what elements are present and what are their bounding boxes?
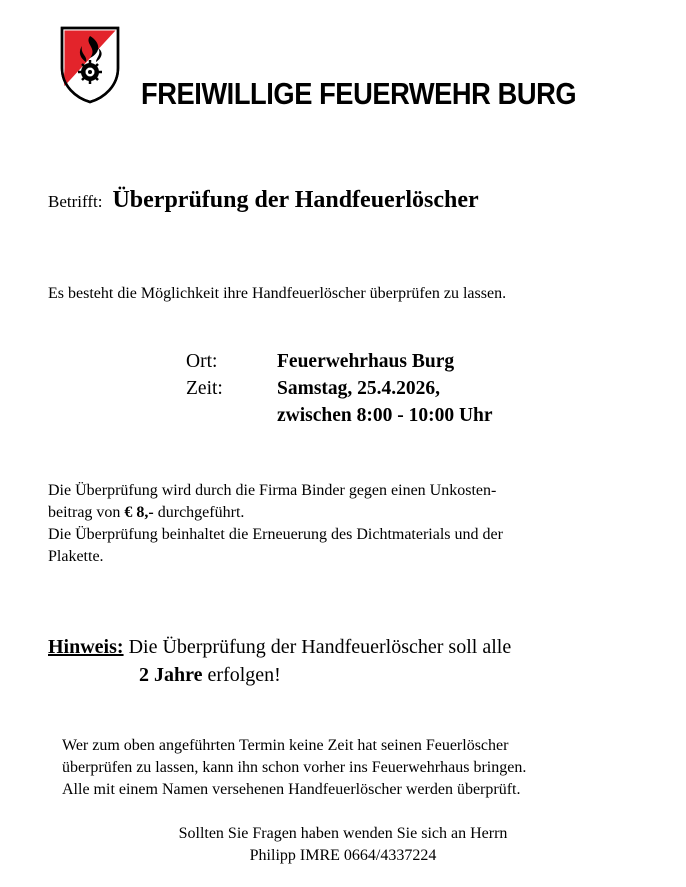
intro-paragraph: Es besteht die Möglichkeit ihre Handfeuerlöscher überprüfen zu lassen. bbox=[48, 285, 507, 302]
early-dropoff-note bbox=[62, 735, 526, 801]
time-row-2 bbox=[186, 402, 493, 429]
location-row bbox=[186, 348, 493, 375]
fire-brigade-emblem-icon bbox=[58, 24, 122, 104]
info-paragraph bbox=[48, 480, 503, 568]
event-details bbox=[186, 348, 493, 429]
notice-line-2: 2 Jahre erfolgen! bbox=[139, 664, 281, 686]
note-line-2: überprüfen zu lassen, kann ihn schon vorher ins Feuerwehrhaus bringen. bbox=[62, 759, 527, 776]
contact-line-2: Philipp IMRE 0664/4337224 bbox=[249, 847, 437, 864]
time-date-value: Samstag, 25.4.2026, bbox=[277, 378, 441, 399]
time-label: Zeit: bbox=[186, 378, 223, 399]
interval-value: 2 Jahre bbox=[139, 664, 203, 686]
time-row bbox=[186, 375, 493, 402]
notice-block bbox=[48, 633, 511, 689]
note-line-1: Wer zum oben angeführten Termin keine Zeit hat seinen Feuerlöscher bbox=[62, 737, 509, 754]
organization-title: FREIWILLIGE FEUERWEHR BURG bbox=[141, 76, 577, 111]
contact-block bbox=[0, 823, 686, 867]
notice-label: Hinweis: bbox=[48, 636, 124, 658]
subject-label: Betrifft: bbox=[48, 192, 103, 211]
info-line-4: Plakette. bbox=[48, 548, 104, 565]
location-label: Ort: bbox=[186, 351, 218, 372]
subject-title: Überprüfung der Handfeuerlöscher bbox=[112, 187, 479, 213]
contact-line-1: Sollten Sie Fragen haben wenden Sie sich an Herrn bbox=[178, 825, 508, 842]
fee-amount: € 8,- bbox=[124, 504, 154, 521]
note-line-3: Alle mit einem Namen versehenen Handfeuerlöscher werden überprüft. bbox=[62, 781, 521, 798]
location-value: Feuerwehrhaus Burg bbox=[277, 351, 455, 372]
time-range-value: zwischen 8:00 - 10:00 Uhr bbox=[277, 405, 493, 426]
info-line-1: Die Überprüfung wird durch die Firma Binder gegen einen Unkosten- bbox=[48, 482, 497, 499]
notice-line-1: Hinweis: Die Überprüfung der Handfeuerlöscher soll alle bbox=[48, 636, 512, 658]
info-line-3: Die Überprüfung beinhaltet die Erneuerung des Dichtmaterials und der bbox=[48, 526, 503, 543]
subject-line bbox=[48, 187, 479, 214]
info-line-2: beitrag von € 8,- durchgeführt. bbox=[48, 504, 245, 521]
